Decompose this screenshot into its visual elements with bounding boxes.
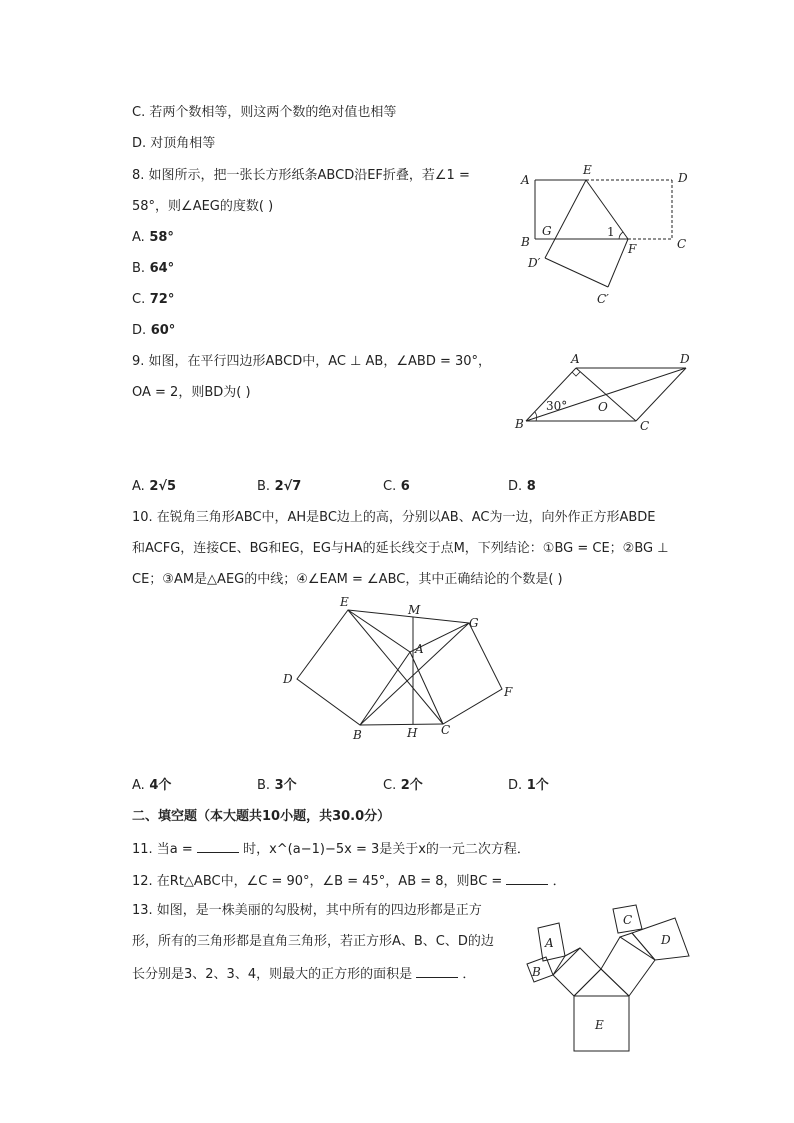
- q8-label-d: D: [678, 171, 688, 185]
- q10-label-m: M: [408, 603, 421, 617]
- q9-figure: [510, 350, 700, 435]
- q12-text-after: ．: [552, 874, 566, 889]
- q8-option-c-label: C.: [132, 292, 146, 307]
- q10-stem-line2: 和ACFG，连接CE、BG和EG，EG与HA的延长线交于点M，下列结论：①BG = CE；②BG ⊥: [132, 541, 669, 556]
- q8-figure: [515, 160, 700, 310]
- q13-label-d: D: [661, 933, 671, 947]
- q10-option-d: [508, 776, 549, 796]
- q9-stem-line1: 9. 如图，在平行四边形ABCD中，AC ⊥ AB，∠ABD = 30°，: [132, 354, 492, 369]
- q11-text-after: 时，x^(a−1)−5x = 3是关于x的一元二次方程．: [243, 842, 530, 857]
- q10-label-d: D: [283, 672, 293, 686]
- q10-option-c-label: C.: [383, 778, 397, 793]
- q13-label-c: C: [623, 913, 633, 927]
- q9-label-c: C: [640, 419, 650, 433]
- q10-option-b: [257, 776, 297, 796]
- q9-option-b-value: 2√7: [274, 479, 302, 494]
- q10-option-c-value: 2个: [400, 778, 423, 793]
- q10-option-b-label: B.: [257, 778, 271, 793]
- q8-label-f: F: [628, 242, 637, 256]
- q10-option-b-value: 3个: [274, 778, 297, 793]
- q13-label-a: A: [545, 936, 554, 950]
- q12-text-before: 12. 在Rt△ABC中，∠C = 90°，∠B = 45°，AB = 8，则BC =: [132, 874, 503, 889]
- q8-option-d-label: D.: [132, 323, 147, 338]
- q9-label-a: A: [571, 352, 580, 366]
- q10-label-a: A: [415, 642, 424, 656]
- q9-option-d-label: D.: [508, 479, 523, 494]
- q9-option-c-value: 6: [400, 479, 410, 494]
- q13-stem-line3: [132, 963, 475, 985]
- q12-answer-blank[interactable]: [506, 870, 548, 885]
- q8-label-c: C: [677, 237, 687, 251]
- q10-option-a-value: 4个: [149, 778, 172, 793]
- section-2-title: 二、填空题（本大题共10小题，共30.0分）: [132, 809, 391, 824]
- q10-label-b: B: [353, 728, 362, 742]
- q9-option-b: [257, 477, 301, 497]
- q8-label-angle-1: 1: [607, 225, 615, 239]
- q9-label-o: O: [598, 400, 608, 414]
- q13-stem-line1: 13. 如图，是一株美丽的勾股树，其中所有的四边形都是正方: [132, 903, 482, 918]
- q10-option-a: [132, 776, 171, 796]
- q8-option-c: [132, 290, 174, 310]
- q9-option-b-label: B.: [257, 479, 271, 494]
- q7-option-c: C. 若两个数相等，则这两个数的绝对值也相等: [132, 105, 397, 120]
- q10-label-e: E: [340, 595, 349, 609]
- q10-label-f: F: [504, 685, 513, 699]
- q8-option-d-value: 60°: [150, 323, 176, 338]
- q9-option-c-label: C.: [383, 479, 397, 494]
- q13-text-before: 长分别是3、2、3、4，则最大的正方形的面积是: [132, 967, 413, 982]
- q8-stem-line2: 58°，则∠AEG的度数( ): [132, 199, 274, 214]
- q10-option-d-value: 1个: [526, 778, 549, 793]
- q11-text-before: 11. 当a =: [132, 842, 193, 857]
- q8-option-b-label: B.: [132, 261, 146, 276]
- q8-option-b-value: 64°: [149, 261, 175, 276]
- q13-pythagoras-tree-figure: [515, 900, 695, 1058]
- q10-option-d-label: D.: [508, 778, 523, 793]
- q8-label-a: A: [521, 173, 530, 187]
- q8-option-d: [132, 321, 175, 341]
- q13-stem-line2: 形，所有的三角形都是直角三角形，若正方形A、B、C、D的边: [132, 934, 494, 949]
- q13-text-after: ．: [462, 967, 476, 982]
- q9-option-a-label: A.: [132, 479, 145, 494]
- q11-line: [132, 838, 530, 860]
- q8-stem-line1: 8. 如图所示，把一张长方形纸条ABCD沿EF折叠，若∠1 =: [132, 168, 470, 183]
- q8-option-a: [132, 228, 174, 248]
- q9-label-d: D: [680, 352, 690, 366]
- q10-figure: [275, 597, 525, 742]
- q10-option-a-label: A.: [132, 778, 145, 793]
- q11-answer-blank[interactable]: [197, 838, 239, 853]
- q9-option-a-value: 2√5: [149, 479, 177, 494]
- q12-line: [132, 870, 566, 892]
- q10-label-g: G: [469, 616, 479, 630]
- q8-option-c-value: 72°: [149, 292, 175, 307]
- q8-option-b: [132, 259, 174, 279]
- q9-stem-line2: OA = 2，则BD为( ): [132, 385, 251, 400]
- q9-label-b: B: [515, 417, 524, 431]
- q10-option-c: [383, 776, 423, 796]
- q7-option-d: D. 对顶角相等: [132, 136, 216, 151]
- q8-label-e: E: [583, 163, 592, 177]
- q8-label-d-prime: D′: [528, 256, 541, 270]
- q13-label-b: B: [532, 965, 541, 979]
- q10-stem-line1: 10. 在锐角三角形ABC中，AH是BC边上的高，分别以AB、AC为一边，向外作正方形ABDE: [132, 510, 656, 525]
- q9-option-c: [383, 477, 410, 497]
- q13-answer-blank[interactable]: [416, 963, 458, 978]
- q8-option-a-value: 58°: [149, 230, 174, 245]
- q8-label-b: B: [521, 235, 530, 249]
- q10-label-c: C: [441, 723, 451, 737]
- q9-option-a: [132, 477, 176, 497]
- q9-option-d-value: 8: [526, 479, 536, 494]
- q8-label-c-prime: C′: [597, 292, 609, 306]
- q10-stem-line3: CE；③AM是△AEG的中线；④∠EAM = ∠ABC，其中正确结论的个数是( ): [132, 572, 563, 587]
- q9-label-angle: 30°: [546, 399, 568, 413]
- q13-label-e: E: [595, 1018, 604, 1032]
- q8-option-a-label: A.: [132, 230, 145, 245]
- q10-label-h: H: [407, 726, 418, 740]
- q9-option-d: [508, 477, 536, 497]
- q8-label-g: G: [542, 224, 552, 238]
